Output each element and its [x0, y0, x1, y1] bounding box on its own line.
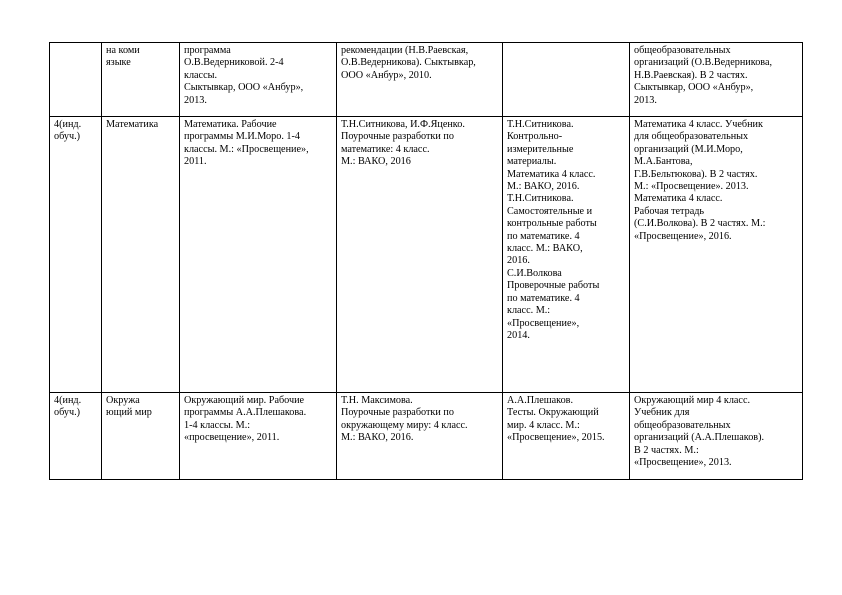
program-text: программа О.В.Ведерниковой. 2-4 классы. Сыктывкар, ООО «Анбур», 2013. [184, 45, 304, 106]
control-cell [503, 43, 630, 117]
control-cell [503, 393, 630, 480]
program-text: Окружающий мир. Рабочие программы А.А.Плешакова. 1-4 классы. М.: «просвещение», 2011. [184, 395, 307, 444]
control-text: А.А.Плешаков. Тесты. Окружающий мир. 4 класс. М.: «Просвещение», 2015. [507, 395, 605, 444]
table-row [50, 117, 803, 393]
textbook-cell [630, 393, 803, 480]
program-cell [180, 393, 337, 480]
methodical-text: Т.Н.Ситникова, И.Ф.Яценко. Поурочные разработки по математике: 4 класс. М.: ВАКО, 2016 [341, 119, 465, 168]
table-row [50, 393, 803, 480]
subject-text: Окружа ющий мир [106, 395, 152, 419]
subject-text: Математика [106, 119, 159, 130]
control-cell [503, 117, 630, 393]
grade-text: 4(инд. обуч.) [54, 395, 82, 419]
textbook-text: Окружающий мир 4 класс. Учебник для общеобразовательных организаций (А.А.Плешаков). В 2 частях. М.: «Просвещение», 2013. [634, 395, 765, 469]
methodical-text: Т.Н. Максимова. Поурочные разработки по окружающему миру: 4 класс. М.: ВАКО, 2016. [341, 395, 468, 444]
control-text: Т.Н.Ситникова. Контрольно- измерительные материалы. Математика 4 класс. М.: ВАКО, 2016. Т.Н.Ситникова. Самостоятельные и контрольные работы по математике. 4 класс. М.: ВАКО, 2016. С.И.Волкова Проверочные работы по математике. 4 класс. М.: «Просвещение», 2014. [507, 119, 600, 341]
methodical-cell [337, 393, 503, 480]
grade-text: 4(инд. обуч.) [54, 119, 82, 143]
program-text: Математика. Рабочие программы М.И.Моро. 1-4 классы. М.: «Просвещение», 2011. [184, 119, 309, 168]
textbook-cell [630, 117, 803, 393]
grade-cell [50, 43, 102, 117]
textbook-text: общеобразовательных организаций (О.В.Ведерникова, Н.В.Раевская). В 2 частях. Сыктывкар, ООО «Анбур», 2013. [634, 45, 773, 106]
subject-cell [102, 393, 180, 480]
methodical-cell [337, 117, 503, 393]
grade-cell [50, 117, 102, 393]
methodical-cell [337, 43, 503, 117]
table-row [50, 43, 803, 117]
subject-text: на коми языке [106, 45, 140, 69]
methodical-text: рекомендации (Н.В.Раевская, О.В.Ведерникова). Сыктывкар, ООО «Анбур», 2010. [341, 45, 476, 81]
program-cell [180, 43, 337, 117]
textbook-cell [630, 43, 803, 117]
subject-cell [102, 117, 180, 393]
curriculum-table [49, 42, 803, 480]
grade-cell [50, 393, 102, 480]
textbook-text: Математика 4 класс. Учебник для общеобразовательных организаций (М.И.Моро, М.А.Бантова, Г.В.Бельтюкова). В 2 частях. М.: «Просвещение». 2013. Математика 4 класс. Рабочая тетрадь (С.И.Волкова). В 2 частях. М.: «Просвещение», 2016. [634, 119, 766, 242]
subject-cell [102, 43, 180, 117]
program-cell [180, 117, 337, 393]
